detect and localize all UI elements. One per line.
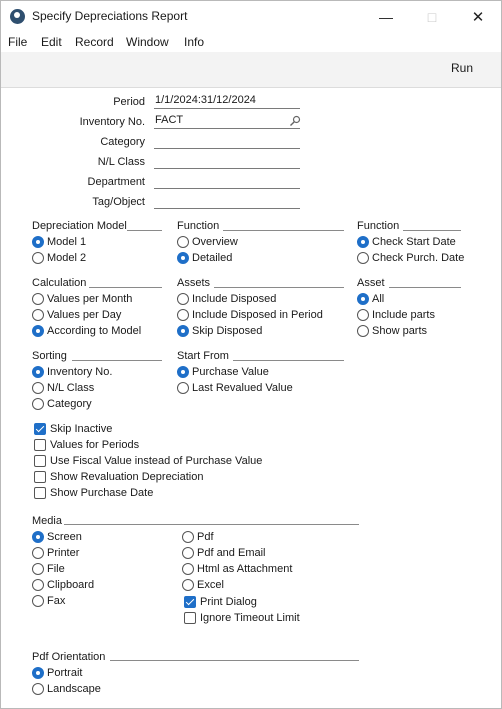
radio-button[interactable] bbox=[32, 366, 44, 378]
nl-class-label: N/L Class bbox=[97, 156, 145, 168]
radio-check-purch-date[interactable] bbox=[357, 251, 464, 265]
radio-label: Portrait bbox=[47, 667, 83, 679]
radio-sort-nl-class[interactable] bbox=[32, 381, 94, 395]
radio-include-disposed[interactable] bbox=[177, 292, 276, 306]
radio-label: Landscape bbox=[47, 683, 101, 695]
checkbox-label: Ignore Timeout Limit bbox=[200, 612, 300, 624]
radio-label: Overview bbox=[192, 236, 238, 248]
tag-object-label: Tag/Object bbox=[92, 196, 145, 208]
radio-label: Model 1 bbox=[47, 236, 87, 248]
radio-button[interactable] bbox=[32, 595, 44, 607]
radio-label: Show parts bbox=[372, 325, 428, 337]
radio-button[interactable] bbox=[177, 325, 189, 337]
radio-landscape[interactable] bbox=[32, 682, 101, 696]
radio-button[interactable] bbox=[177, 252, 189, 264]
checkbox-label: Values for Periods bbox=[50, 439, 140, 451]
radio-label: Inventory No. bbox=[47, 366, 113, 378]
checkbox-use-fiscal-value[interactable] bbox=[34, 454, 262, 468]
start-from-title: Start From bbox=[177, 350, 229, 362]
function-divider-1 bbox=[223, 230, 344, 231]
assets-divider bbox=[214, 287, 344, 288]
maximize-icon: □ bbox=[427, 9, 437, 25]
category-field[interactable] bbox=[154, 134, 300, 149]
radio-media-screen[interactable] bbox=[32, 530, 82, 544]
department-label: Department bbox=[87, 176, 145, 188]
radio-button[interactable] bbox=[177, 366, 189, 378]
radio-label: Model 2 bbox=[47, 252, 87, 264]
radio-button[interactable] bbox=[32, 683, 44, 695]
category-label: Category bbox=[100, 136, 145, 148]
paste-special-icon[interactable] bbox=[289, 115, 301, 127]
sorting-divider bbox=[72, 360, 162, 361]
radio-button[interactable] bbox=[32, 293, 44, 305]
radio-label: Printer bbox=[47, 547, 80, 559]
radio-button[interactable] bbox=[182, 579, 194, 591]
checkbox-ignore-timeout-limit[interactable] bbox=[184, 611, 300, 625]
function-title-1: Function bbox=[177, 220, 220, 232]
checkbox-show-revaluation-depreciation[interactable] bbox=[34, 470, 203, 484]
inventory-no-label: Inventory No. bbox=[79, 116, 145, 128]
asset-title: Asset bbox=[357, 277, 385, 289]
checkbox[interactable] bbox=[34, 487, 46, 499]
radio-sort-inventory-no[interactable] bbox=[32, 365, 112, 379]
menu-edit[interactable]: Edit bbox=[41, 35, 62, 49]
assets-title: Assets bbox=[177, 277, 211, 289]
radio-sort-category[interactable] bbox=[32, 397, 92, 411]
pdf-orientation-divider bbox=[110, 660, 359, 661]
radio-button[interactable] bbox=[32, 547, 44, 559]
function-title-2: Function bbox=[357, 220, 400, 232]
radio-label: Values per Month bbox=[47, 293, 133, 305]
radio-button[interactable] bbox=[357, 309, 369, 321]
menu-bar bbox=[1, 33, 501, 52]
radio-label: Include Disposed in Period bbox=[192, 309, 323, 321]
radio-media-clipboard[interactable] bbox=[32, 578, 94, 592]
function-divider-2 bbox=[403, 230, 461, 231]
radio-button[interactable] bbox=[177, 293, 189, 305]
asset-divider bbox=[389, 287, 461, 288]
checkbox-label: Print Dialog bbox=[200, 596, 257, 608]
nl-class-field[interactable] bbox=[154, 154, 300, 169]
radio-label: File bbox=[47, 563, 65, 575]
department-field[interactable] bbox=[154, 174, 300, 189]
checkbox[interactable] bbox=[34, 455, 46, 467]
radio-button[interactable] bbox=[32, 309, 44, 321]
radio-values-per-month[interactable] bbox=[32, 292, 132, 306]
radio-portrait[interactable] bbox=[32, 666, 82, 680]
radio-label: Screen bbox=[47, 531, 82, 543]
radio-check-start-date[interactable] bbox=[357, 235, 456, 249]
radio-label: Check Purch. Date bbox=[372, 252, 465, 264]
checkbox-values-for-periods[interactable] bbox=[34, 438, 139, 452]
depreciation-model-divider bbox=[127, 230, 162, 231]
radio-show-parts[interactable] bbox=[357, 324, 427, 338]
checkbox[interactable] bbox=[34, 423, 46, 435]
radio-all[interactable] bbox=[357, 292, 384, 306]
radio-values-per-day[interactable] bbox=[32, 308, 121, 322]
radio-label: Purchase Value bbox=[192, 366, 269, 378]
radio-label: Last Revalued Value bbox=[192, 382, 293, 394]
radio-button[interactable] bbox=[177, 382, 189, 394]
radio-button[interactable] bbox=[357, 252, 369, 264]
menu-record[interactable]: Record bbox=[75, 35, 114, 49]
checkbox-print-dialog[interactable] bbox=[184, 595, 257, 609]
radio-button[interactable] bbox=[182, 531, 194, 543]
checkbox-label: Show Purchase Date bbox=[50, 487, 154, 499]
checkbox-label: Skip Inactive bbox=[50, 423, 113, 435]
radio-button[interactable] bbox=[32, 382, 44, 394]
radio-button[interactable] bbox=[177, 236, 189, 248]
radio-button[interactable] bbox=[32, 531, 44, 543]
checkbox[interactable] bbox=[184, 596, 196, 608]
radio-model-1[interactable] bbox=[32, 235, 86, 249]
minimize-icon[interactable]: — bbox=[379, 9, 393, 25]
window-title: Specify Depreciations Report bbox=[32, 9, 188, 23]
radio-label: Include Disposed bbox=[192, 293, 277, 305]
radio-button[interactable] bbox=[32, 667, 44, 679]
radio-label: Pdf and Email bbox=[197, 547, 266, 559]
radio-button[interactable] bbox=[357, 236, 369, 248]
depreciation-model-title: Depreciation Model bbox=[32, 220, 127, 232]
radio-button[interactable] bbox=[357, 293, 369, 305]
radio-model-2[interactable] bbox=[32, 251, 86, 265]
button-bar bbox=[1, 52, 501, 88]
period-field[interactable]: 1/1/2024:31/12/2024 bbox=[154, 94, 300, 109]
radio-label: Check Start Date bbox=[372, 236, 456, 248]
menu-info[interactable]: Info bbox=[184, 35, 205, 49]
radio-according-to-model[interactable] bbox=[32, 324, 141, 338]
media-title: Media bbox=[32, 515, 62, 527]
checkbox[interactable] bbox=[34, 439, 46, 451]
radio-media-file[interactable] bbox=[32, 562, 65, 576]
radio-button[interactable] bbox=[32, 398, 44, 410]
sorting-title: Sorting bbox=[32, 350, 67, 362]
start-from-divider bbox=[233, 360, 344, 361]
checkbox-show-purchase-date[interactable] bbox=[34, 486, 153, 500]
radio-detailed[interactable] bbox=[177, 251, 232, 265]
radio-button[interactable] bbox=[32, 563, 44, 575]
radio-media-fax[interactable] bbox=[32, 594, 65, 608]
inventory-no-field[interactable]: FACT bbox=[154, 114, 300, 129]
radio-label: Values per Day bbox=[47, 309, 122, 321]
radio-button[interactable] bbox=[177, 309, 189, 321]
radio-skip-disposed[interactable] bbox=[177, 324, 262, 338]
radio-button[interactable] bbox=[32, 325, 44, 337]
radio-label: According to Model bbox=[47, 325, 142, 337]
radio-last-revalued-value[interactable] bbox=[177, 381, 293, 395]
radio-label: Detailed bbox=[192, 252, 233, 264]
radio-label: Fax bbox=[47, 595, 66, 607]
checkbox[interactable] bbox=[34, 471, 46, 483]
radio-label: All bbox=[372, 293, 385, 305]
menu-file[interactable]: File bbox=[8, 35, 28, 49]
radio-media-excel[interactable] bbox=[182, 578, 224, 592]
radio-overview[interactable] bbox=[177, 235, 238, 249]
app-icon bbox=[10, 9, 25, 24]
checkbox[interactable] bbox=[184, 612, 196, 624]
menu-window[interactable]: Window bbox=[126, 35, 169, 49]
checkbox-skip-inactive[interactable] bbox=[34, 422, 112, 436]
radio-purchase-value[interactable] bbox=[177, 365, 269, 379]
radio-media-html-attachment[interactable] bbox=[182, 562, 292, 576]
calculation-divider bbox=[89, 287, 162, 288]
tag-object-field[interactable] bbox=[154, 194, 300, 209]
radio-include-disposed-in-period[interactable] bbox=[177, 308, 323, 322]
radio-media-printer[interactable] bbox=[32, 546, 79, 560]
radio-button[interactable] bbox=[32, 252, 44, 264]
pdf-orientation-title: Pdf Orientation bbox=[32, 651, 106, 663]
media-divider bbox=[64, 524, 359, 525]
checkbox-label: Use Fiscal Value instead of Purchase Value bbox=[50, 455, 263, 467]
run-button[interactable]: Run bbox=[450, 61, 473, 75]
title-bar bbox=[1, 1, 501, 33]
radio-label: N/L Class bbox=[47, 382, 95, 394]
radio-include-parts[interactable] bbox=[357, 308, 435, 322]
calculation-title: Calculation bbox=[32, 277, 87, 289]
radio-button[interactable] bbox=[32, 579, 44, 591]
radio-media-pdf[interactable] bbox=[182, 530, 214, 544]
radio-label: Clipboard bbox=[47, 579, 95, 591]
radio-button[interactable] bbox=[357, 325, 369, 337]
period-label: Period bbox=[113, 96, 145, 108]
radio-label: Skip Disposed bbox=[192, 325, 263, 337]
radio-label: Category bbox=[47, 398, 92, 410]
checkbox-label: Show Revaluation Depreciation bbox=[50, 471, 204, 483]
radio-label: Pdf bbox=[197, 531, 214, 543]
close-icon[interactable]: ✕ bbox=[471, 9, 485, 26]
radio-media-pdf-and-email[interactable] bbox=[182, 546, 265, 560]
radio-label: Excel bbox=[197, 579, 224, 591]
radio-button[interactable] bbox=[32, 236, 44, 248]
radio-label: Html as Attachment bbox=[197, 563, 293, 575]
radio-button[interactable] bbox=[182, 563, 194, 575]
radio-label: Include parts bbox=[372, 309, 435, 321]
radio-button[interactable] bbox=[182, 547, 194, 559]
